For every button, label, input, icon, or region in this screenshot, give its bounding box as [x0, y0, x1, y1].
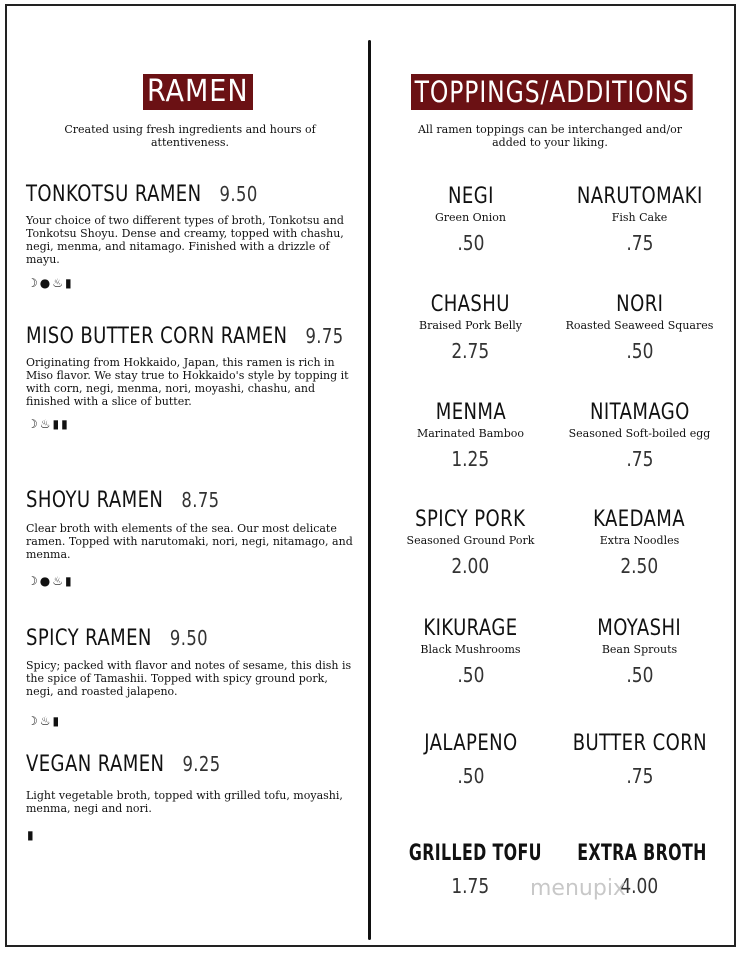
topping-price: .75: [625, 764, 654, 788]
topping-desc: Braised Pork Belly: [419, 319, 522, 332]
topping-desc: Roasted Seaweed Squares: [565, 319, 714, 332]
topping-item: [552, 731, 727, 788]
topping-item: [383, 292, 558, 363]
topping-item: [383, 400, 558, 471]
dish-description: Light vegetable broth, topped with grilled tofu, moyashi, menma, negi and nori.: [26, 789, 343, 815]
dietary-icons: ☽●♨▮: [27, 276, 74, 290]
topping-item: [383, 184, 558, 255]
topping-name: MOYASHI: [597, 616, 682, 641]
topping-name: MENMA: [435, 400, 506, 425]
topping-item: [552, 507, 727, 578]
ramen-heading: RAMEN: [143, 74, 253, 110]
topping-price: 4.00: [620, 874, 659, 898]
dish-price: 9.50: [219, 182, 258, 206]
dish-description: Originating from Hokkaido, Japan, this ramen is rich in Miso flavor. We stay true to Hokkaido's style by topping it with corn, negi, menma, nori, moyashi, chashu, and finished with a slice of butter.: [26, 356, 349, 408]
topping-desc: Extra Noodles: [599, 534, 680, 547]
toppings-heading: TOPPINGS/ADDITIONS: [411, 74, 692, 110]
topping-name: NITAMAGO: [589, 400, 690, 425]
ramen-intro: Created using fresh ingredients and hours of attentiveness.: [64, 123, 316, 149]
dietary-icons: ☽●♨▮: [27, 574, 74, 588]
topping-price: .50: [456, 231, 485, 255]
topping-item: [383, 731, 558, 788]
topping-desc: Black Mushrooms: [420, 643, 521, 656]
topping-price: .75: [625, 231, 654, 255]
topping-item: [552, 184, 727, 255]
dietary-icons: ▮: [27, 828, 36, 842]
topping-price: .75: [625, 447, 654, 471]
topping-name: KIKURAGE: [423, 616, 518, 641]
dish-description: Clear broth with elements of the sea. Our most delicate ramen. Topped with narutomaki, nori, negi, nitamago, and menma.: [26, 522, 353, 561]
topping-item: [383, 616, 558, 687]
dish-description: Spicy; packed with flavor and notes of sesame, this dish is the spice of Tamashii. Topped with spicy ground pork, negi, and roasted jalapeno.: [26, 659, 352, 698]
topping-desc: Bean Sprouts: [601, 643, 678, 656]
dish-price: 9.25: [182, 752, 221, 776]
topping-name: JALAPENO: [423, 731, 518, 756]
topping-item: [552, 400, 727, 471]
topping-price: .50: [625, 339, 654, 363]
dish-title: [26, 488, 220, 513]
topping-item: [383, 507, 558, 578]
topping-desc: Fish Cake: [611, 211, 668, 224]
topping-name: GRILLED TOFU: [408, 841, 542, 866]
toppings-intro: All ramen toppings can be interchanged and/or added to your liking.: [417, 123, 683, 149]
dietary-icons: ☽♨▮: [27, 714, 62, 728]
topping-price: .50: [625, 663, 654, 687]
dietary-icons: ☽♨▮▮: [27, 417, 70, 431]
column-divider: [368, 40, 371, 940]
dish-title: [26, 182, 258, 207]
topping-desc: Marinated Bamboo: [416, 427, 525, 440]
topping-name: KAEDAMA: [593, 507, 686, 532]
dish-name: SPICY RAMEN: [26, 626, 152, 651]
topping-desc: Green Onion: [435, 211, 506, 224]
topping-price: 1.75: [451, 874, 490, 898]
dish-price: 9.50: [169, 626, 209, 650]
dish-title: [26, 324, 344, 349]
dish-name: VEGAN RAMEN: [26, 752, 165, 777]
topping-name: EXTRA BROTH: [577, 841, 707, 866]
topping-name: NARUTOMAKI: [576, 184, 703, 209]
topping-price: .50: [456, 764, 485, 788]
topping-desc: Seasoned Ground Pork: [406, 534, 535, 547]
dish-name: MISO BUTTER CORN RAMEN: [26, 324, 288, 349]
topping-desc: Seasoned Soft-boiled egg: [568, 427, 711, 440]
dish-name: SHOYU RAMEN: [26, 488, 164, 513]
topping-name: NEGI: [447, 184, 494, 209]
topping-price: .50: [456, 663, 485, 687]
topping-price: 1.25: [451, 447, 490, 471]
dish-title: [26, 626, 208, 651]
dish-price: 8.75: [181, 488, 220, 512]
topping-name: SPICY PORK: [415, 507, 526, 532]
topping-item: [552, 292, 727, 363]
watermark: menupix: [530, 876, 626, 901]
topping-price: 2.00: [451, 554, 490, 578]
topping-name: CHASHU: [430, 292, 511, 317]
topping-item: [552, 616, 727, 687]
topping-name: NORI: [615, 292, 664, 317]
topping-name: BUTTER CORN: [572, 731, 707, 756]
dish-name: TONKOTSU RAMEN: [26, 182, 202, 207]
topping-price: 2.75: [451, 339, 490, 363]
dish-description: Your choice of two different types of broth, Tonkotsu and Tonkotsu Shoyu. Dense and creamy, topped with chashu, negi, menma, and nitamago. Finished with a drizzle of mayu.: [26, 214, 344, 266]
dish-price: 9.75: [305, 324, 344, 348]
topping-price: 2.50: [620, 554, 659, 578]
dish-title: [26, 752, 221, 777]
